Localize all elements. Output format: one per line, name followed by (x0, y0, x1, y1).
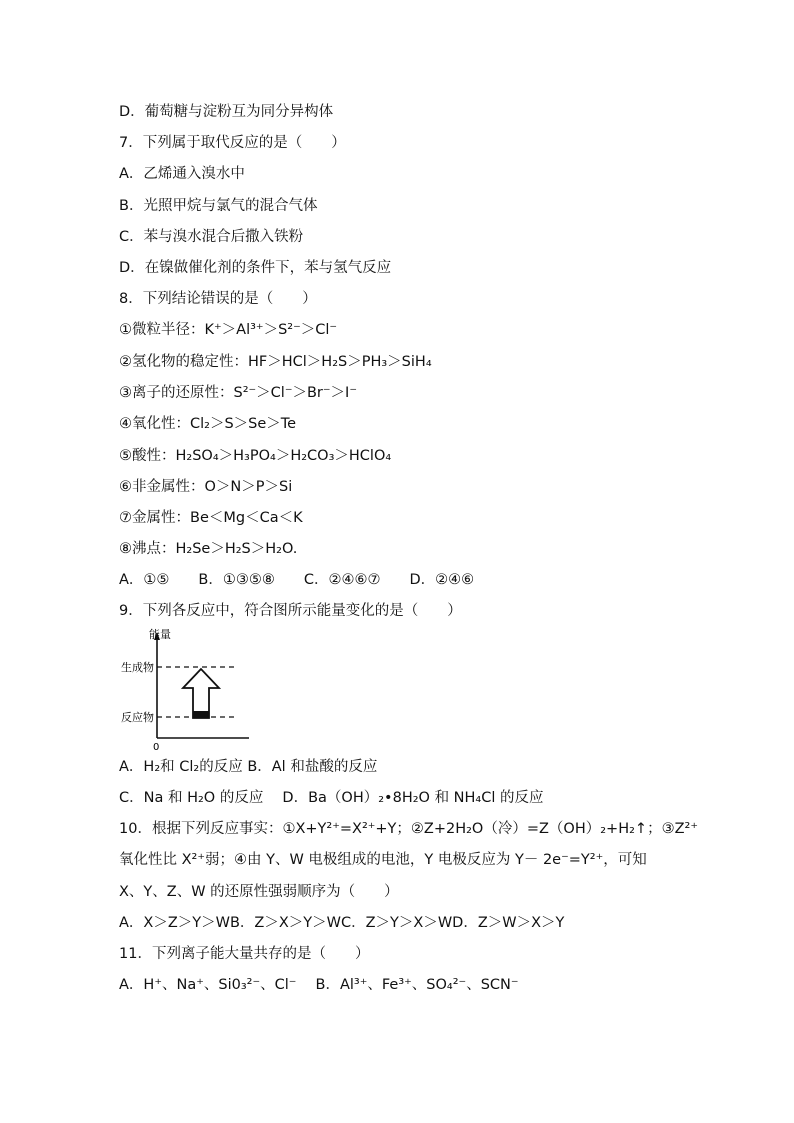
q10-options: A．X＞Z＞Y＞WB．Z＞X＞Y＞WC．Z＞Y＞X＞WD．Z＞W＞X＞Y (119, 915, 565, 931)
q7-option-c: C．苯与溴水混合后撒入铁粉 (119, 229, 304, 245)
energy-diagram (119, 626, 279, 752)
question-9: 9．下列各反应中，符合图所示能量变化的是（ ） (119, 603, 462, 619)
q8-statement-6: ⑥非金属性：O＞N＞P＞Si (119, 479, 293, 495)
question-10-line-3: X、Y、Z、W 的还原性强弱顺序为（ ） (119, 884, 399, 900)
q8-statement-1: ①微粒半径：K⁺＞Al³⁺＞S²⁻＞Cl⁻ (119, 322, 338, 338)
energy-diagram-svg (119, 626, 279, 752)
q7-option-d: D．在镍做催化剂的条件下，苯与氢气反应 (119, 260, 392, 276)
question-10-line-2: 氧化性比 X²⁺弱；④由 Y、W 电极组成的电池，Y 电极反应为 Y－ 2e⁻=Y²⁺，可知 (119, 852, 647, 868)
q8-statement-8: ⑧沸点：H₂Se＞H₂S＞H₂O. (119, 541, 298, 557)
q9-options-cd: C．Na 和 H₂O 的反应 D．Ba（OH）₂•8H₂O 和 NH₄Cl 的反应 (119, 790, 544, 806)
energy-increase-arrow (183, 669, 219, 718)
question-10-line-1: 10．根据下列反应事实：①X+Y²⁺=X²⁺+Y；②Z+2H₂O（冷）=Z（OH）₂+H₂↑；③Z²⁺ (119, 821, 698, 837)
q11-options-ab: A．H⁺、Na⁺、Si0₃²⁻、Cl⁻ B．Al³⁺、Fe³⁺、SO₄²⁻、SCN⁻ (119, 977, 519, 993)
q8-statement-2: ②氢化物的稳定性：HF＞HCl＞H₂S＞PH₃＞SiH₄ (119, 354, 432, 370)
reactant-label: 反应物 (121, 711, 154, 724)
q7-option-b: B．光照甲烷与氯气的混合气体 (119, 198, 318, 214)
question-7: 7．下列属于取代反应的是（ ） (119, 135, 346, 151)
y-axis-label: 能量 (149, 628, 171, 641)
q8-statement-4: ④氧化性：Cl₂＞S＞Se＞Te (119, 416, 297, 432)
question-8: 8．下列结论错误的是（ ） (119, 291, 317, 307)
q7-option-a: A．乙烯通入溴水中 (119, 166, 245, 182)
arrow-base (193, 711, 209, 718)
q8-statement-5: ⑤酸性：H₂SO₄＞H₃PO₄＞H₂CO₃＞HClO₄ (119, 448, 392, 464)
origin-label: 0 (153, 742, 160, 752)
q8-statement-7: ⑦金属性：Be＜Mg＜Ca＜K (119, 510, 303, 526)
q8-statement-3: ③离子的还原性：S²⁻＞Cl⁻＞Br⁻＞I⁻ (119, 385, 357, 401)
q8-options: A．①⑤ B．①③⑤⑧ C．②④⑥⑦ D．②④⑥ (119, 572, 475, 588)
product-label: 生成物 (121, 661, 154, 674)
q6-option-d: D．葡萄糖与淀粉互为同分异构体 (119, 104, 334, 120)
q9-options-ab: A．H₂和 Cl₂的反应 B．Al 和盐酸的反应 (119, 759, 378, 775)
question-11: 11．下列离子能大量共存的是（ ） (119, 946, 370, 962)
